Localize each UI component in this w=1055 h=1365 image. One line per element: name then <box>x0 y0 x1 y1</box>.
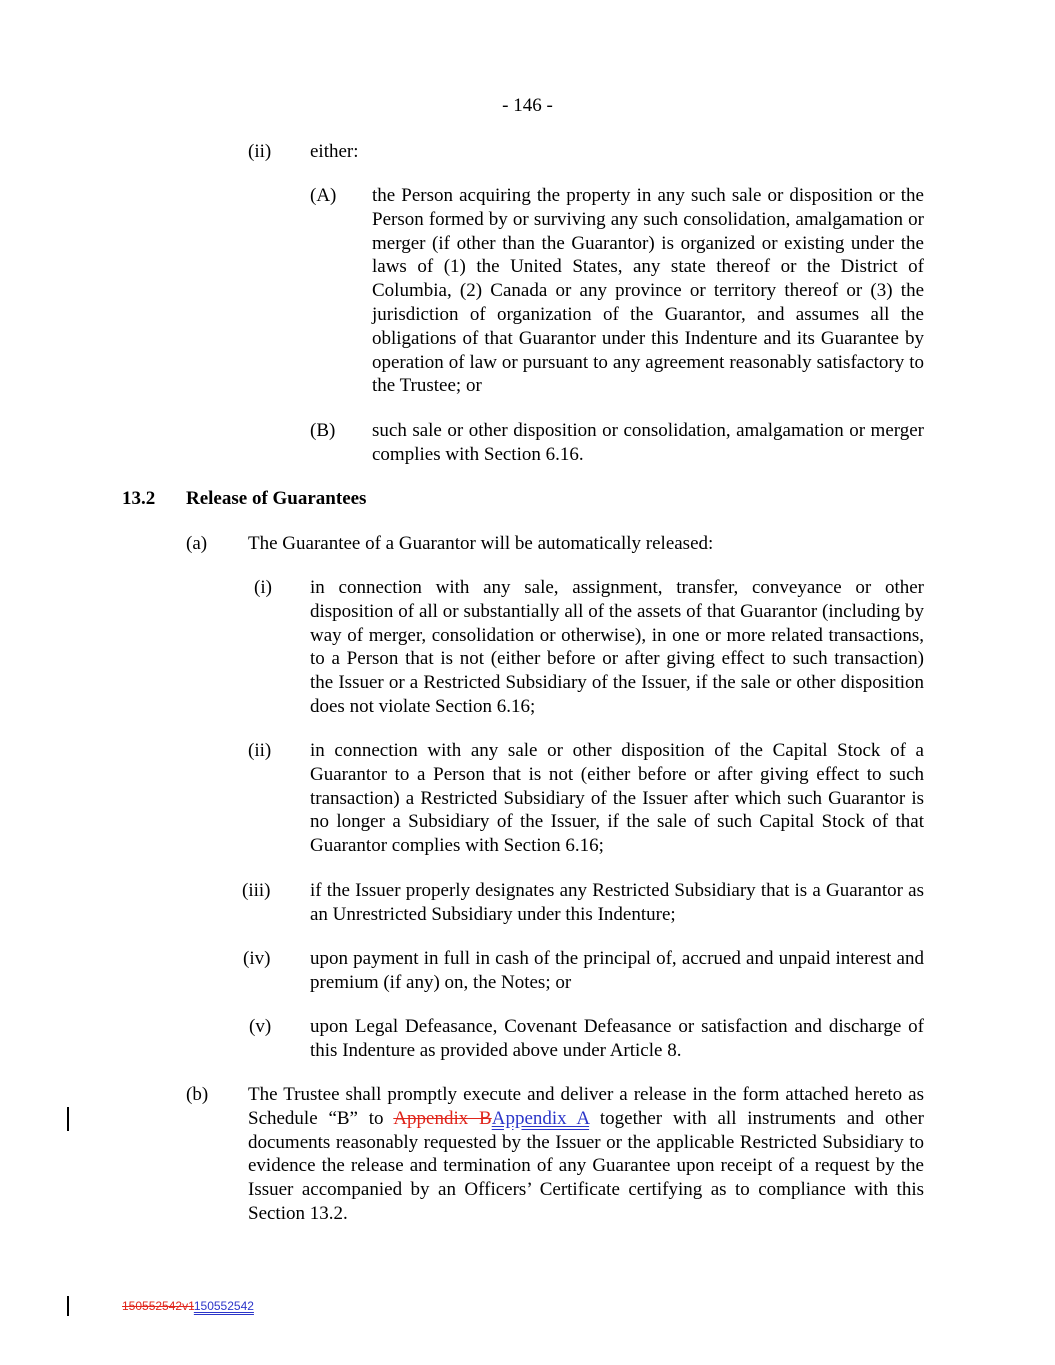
sub-item-text: in connection with any sale or other disposition of the Capital Stock of a Guarantor to a Person that is not (either before or after giving effect to such transaction) a Restricted Subsidiary of the Issuer after which such Guarantor is no longer a Subsidiary of the Issuer, if the sale of such Capital Stock of that Guarantor complies with Section 6.16; <box>310 740 924 857</box>
sub-item-label: (iii) <box>242 880 271 901</box>
sub-item-label: (ii) <box>248 740 272 761</box>
para-b-text <box>248 1083 924 1226</box>
ii-either-label: (ii) <box>248 141 272 162</box>
sub-item-text: upon Legal Defeasance, Covenant Defeasance or satisfaction and discharge of this Indenture as provided above under Article 8. <box>310 1016 924 1061</box>
deleted-text: Appendix B <box>393 1107 492 1129</box>
sub-item-text: in connection with any sale, assignment, transfer, conveyance or other disposition of all or substantially all of the assets of that Guarantor (including by way of merger, consolidation or otherwise), in one or more related transactions, to a Person that is not (either before or after giving effect to such transaction) the Issuer or a Restricted Subsidiary of the Issuer, if the sale or other disposition does not violate Section 6.16; <box>310 577 924 717</box>
footer-change-bar <box>67 1296 69 1316</box>
para-b-text-before: The Trustee shall promptly execute and deliver a release in the form attached hereto as Schedule “B” to <box>248 1084 924 1129</box>
item-a-text: the Person acquiring the property in any such sale or disposition or the Person formed by or surviving any such consolidation, amalgamation or merger (if other than the Guarantor) is organized or existing under the laws of (1) the United States, any state thereof or the District of Columbia, (2) Canada or any province or territory thereof or (3) the jurisdiction of organization of the Guarantor, and assumes all the obligations of that Guarantor under this Indenture and its Guarantee by operation of law or pursuant to any agreement reasonably satisfactory to the Trustee; or <box>372 185 924 397</box>
sub-item-label: (iv) <box>243 948 271 969</box>
sub-item-text: upon payment in full in cash of the principal of, accrued and unpaid interest and premium (if any) on, the Notes; or <box>310 948 924 993</box>
footer-inserted-id: 150552542 <box>193 1299 254 1313</box>
para-a-text: The Guarantee of a Guarantor will be automatically released: <box>248 533 714 554</box>
page-number: - 146 - <box>502 95 553 116</box>
footer-deleted-id: 150552542v1 <box>122 1299 194 1313</box>
item-b-label: (B) <box>310 420 336 441</box>
item-a-label: (A) <box>310 185 337 206</box>
inserted-text: Appendix A <box>491 1107 590 1129</box>
section-number: 13.2 <box>122 488 156 509</box>
document-id <box>122 1299 254 1313</box>
change-bar <box>67 1107 69 1131</box>
para-b-label: (b) <box>186 1084 209 1105</box>
ii-either-text: either: <box>310 141 359 162</box>
para-a-label: (a) <box>186 533 208 554</box>
section-title: Release of Guarantees <box>186 488 367 509</box>
item-b-text: such sale or other disposition or consolidation, amalgamation or merger complies with Section 6.16. <box>372 420 924 465</box>
sub-item-text: if the Issuer properly designates any Restricted Subsidiary that is a Guarantor as an Unrestricted Subsidiary under this Indenture; <box>310 880 924 925</box>
sub-item-label: (v) <box>249 1016 272 1037</box>
para-b-text-after: together with all instruments and other documents reasonably requested by the Issuer or the applicable Restricted Subsidiary to evidence the release and termination of any Guarantee upon receipt of a request by the Issuer accompanied by an Officers’ Certificate certifying as to compliance with this Section 13.2. <box>248 1107 925 1224</box>
sub-item-label: (i) <box>254 577 272 598</box>
